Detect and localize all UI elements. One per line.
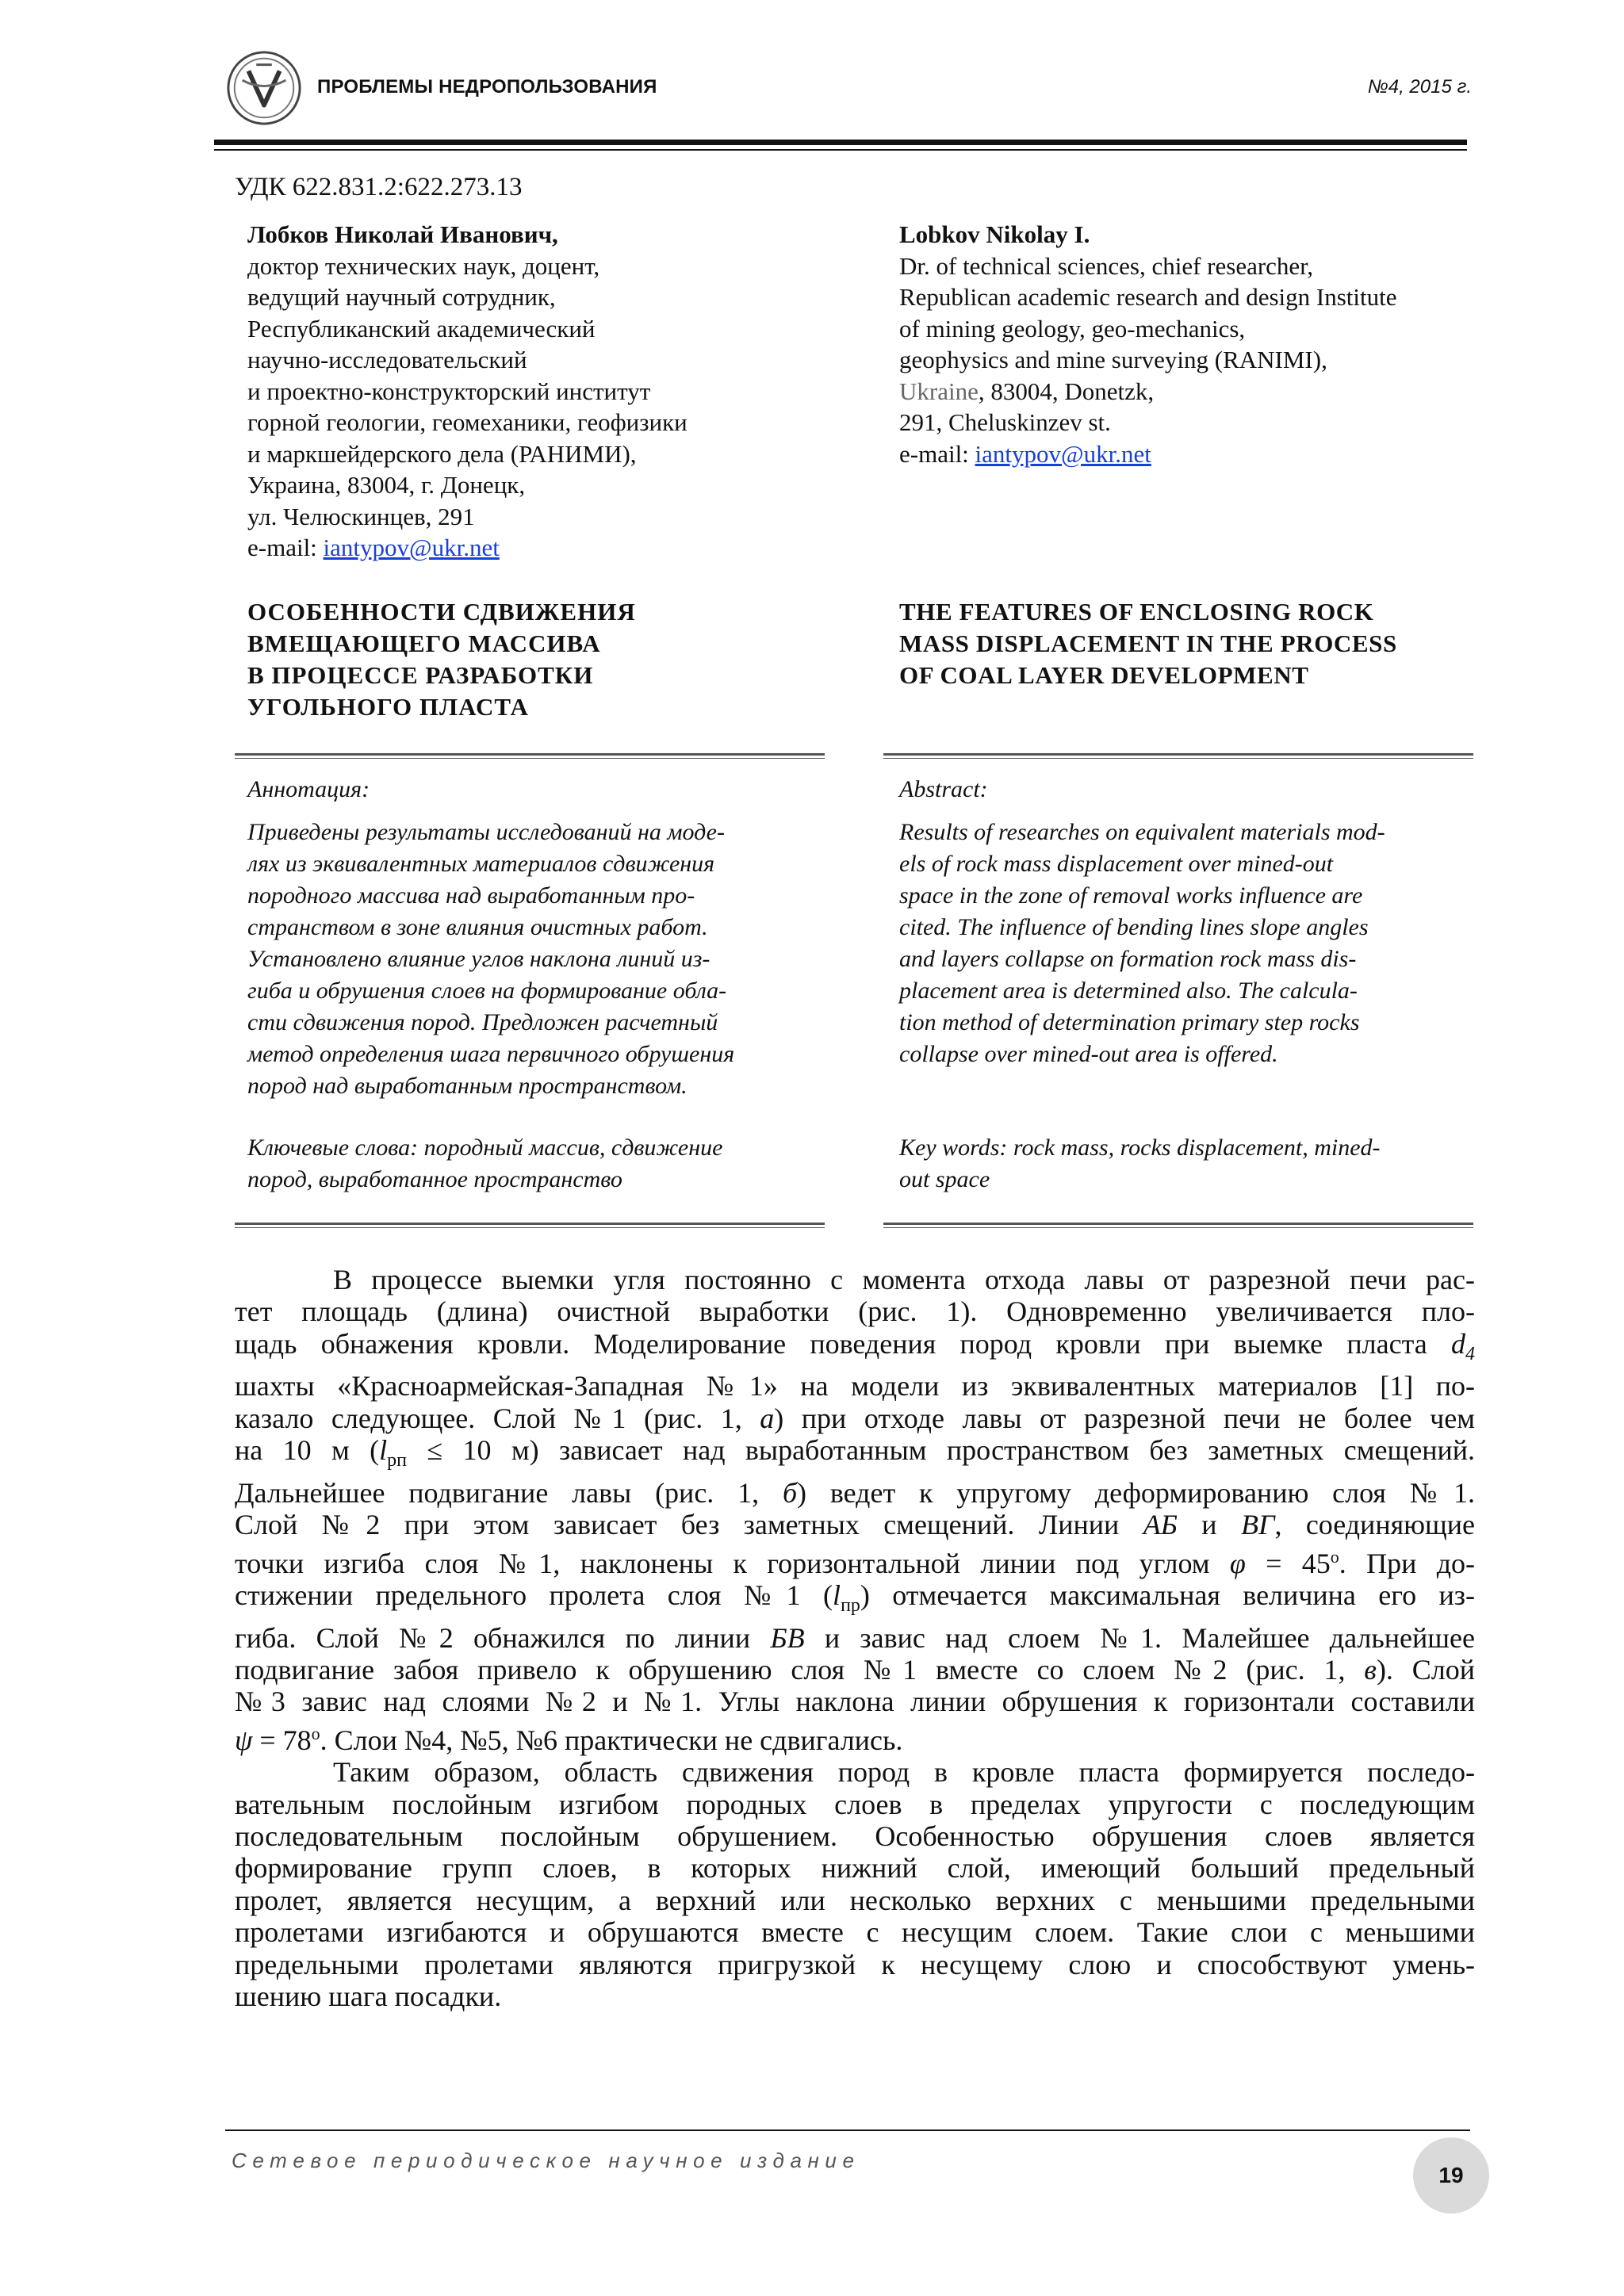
keywords-line: out space [899,1166,990,1192]
text-line: вательным послойным изгибом породных слоев в пределах упругости с последующим [235,1788,1475,1820]
author-line-ru: доктор технических наук, доцент, [247,251,600,280]
text-run: . Слои №4, №5, №6 практически не сдвигались. [320,1724,903,1756]
author-block-en [899,219,1397,469]
keywords-ru [247,1132,722,1196]
text-run: , соединяющие [1274,1509,1476,1541]
title-line: ВМЕЩАЮЩЕГО МАССИВА [247,629,601,657]
abstract-rule-bottom-en [883,1223,1473,1228]
title-line: УГОЛЬНОГО ПЛАСТА [247,693,529,721]
title-line: THE FEATURES OF ENCLOSING ROCK [899,598,1374,626]
figure-ref: б [782,1476,798,1509]
formula-sup: о [1330,1546,1339,1567]
author-line-en: Dr. of technical sciences, chief researcher, [899,251,1314,280]
formula-var: φ [1229,1547,1246,1579]
formula-var: d [1451,1327,1465,1360]
header-rule [214,140,1467,145]
author-name-en: Lobkov Nikolay I. [899,220,1090,248]
keywords-line: пород, выработанное пространство [247,1166,622,1192]
abstract-line: Приведены результаты исследований на моде- [247,819,725,845]
text-line [235,1509,1475,1540]
author-line-ru: ведущий научный сотрудник, [247,283,556,311]
text-line: шахты «Красноармейская-Западная №1» на модели из эквивалентных материалов [1] по- [235,1370,1475,1402]
abstract-line: сти сдвижения пород. Предложен расчетный [247,1009,718,1035]
author-line-ru: и проектно-конструкторский институт [247,377,651,405]
text-run: гиба. Слой №2 обнажился по линии [235,1621,771,1654]
formula-sub: пр [841,1595,860,1617]
formula-var: ψ [235,1724,253,1756]
text-run: стижении предельного пролета слоя №1 ( [235,1579,833,1612]
text-run: ) отмечается максимальная величина его из- [860,1579,1475,1612]
text-line: шению шага посадки. [235,1980,502,2013]
text-line: пролетами изгибаются и обрушаются вместе с несущим слоем. Такие слои с меньшими [235,1916,1475,1949]
footer-text: Сетевое периодическое научное издание [232,2149,860,2172]
author-line-ru: Республиканский академический [247,314,596,342]
page-number: 19 [1438,2163,1464,2187]
abstract-line: Установлено влияние углов наклона линий из- [247,946,710,972]
text-run: = 78 [252,1724,312,1756]
text-run: на 10 м ( [235,1434,380,1467]
author-line-en: of mining geology, geo-mechanics, [899,314,1246,342]
formula-var: l [833,1579,841,1612]
abstract-line: странством в зоне влияния очистных работ. [247,914,708,940]
abstract-label-ru: Аннотация: [247,776,370,802]
email-prefix: e-mail: [899,439,975,468]
abstract-label-en: Abstract: [899,776,988,802]
text-run: и завис над слоем №1. Малейшее дальнейшее [804,1621,1475,1654]
abstract-line: collapse over mined-out area is offered. [899,1041,1278,1067]
title-line: OF COAL LAYER DEVELOPMENT [899,661,1309,689]
text-line: предельными пролетами являются пригрузкой к несущему слою и способствуют умень- [235,1948,1475,1980]
formula-var: ВГ [1240,1509,1275,1541]
formula-var: АБ [1143,1509,1178,1541]
text-line: формирование групп слоев, в которых нижний слой, имеющий больший предельный [235,1852,1475,1885]
text-line: тет площадь (длина) очистной выработки (рис. 1). Одновременно увеличивается пло- [235,1295,1475,1328]
text-run: = 45 [1245,1547,1331,1579]
formula-var: l [379,1434,388,1467]
text-run: и [1177,1509,1241,1541]
author-name-ru: Лобков Николай Иванович, [247,220,558,248]
text-run: ≤ 10 м) зависает над выработанным пространством без заметных смещений. [407,1434,1476,1467]
postal-en: , 83004, Donetzk, [978,377,1155,405]
figure-ref: в [1364,1654,1377,1686]
abstract-line: пород над выработанным пространством. [247,1073,688,1099]
author-block-ru [247,219,688,564]
text-line: пролет, является несущим, а верхний или несколько верхних с меньшими предельными [235,1884,1475,1916]
text-line [235,1477,1475,1509]
article-title-en [899,596,1397,691]
country-en: Ukraine [899,377,979,405]
text-run: Дальнейшее подвигание лавы (рис. 1, [235,1476,783,1509]
text-run: Слой №2 при этом зависает без заметных смещений. Линии [235,1509,1143,1541]
formula-sub: рп [387,1450,407,1471]
abstract-line: space in the zone of removal works influence are [899,882,1363,909]
text-line: последовательным послойным обрушением. Особенностью обрушения слоев является [235,1820,1475,1853]
email-prefix: e-mail: [247,534,324,561]
issue-number: №4, 2015 г. [1367,76,1472,98]
text-run: ) при отходе лавы от разрезной печи не более чем [774,1402,1475,1434]
abstract-line: метод определения шага первичного обрушения [247,1041,735,1067]
keywords-line: Ключевые слова: породный массив, сдвижение [247,1135,723,1161]
abstract-line: cited. The influence of bending lines slope angles [899,914,1369,940]
email-link-ru[interactable]: iantypov@ukr.net [323,534,500,561]
udc-code: УДК 622.831.2:622.273.13 [235,173,523,201]
author-line-en: Republican academic research and design Institute [899,283,1397,311]
footer-rule [225,2130,1470,2131]
author-line-en: geophysics and mine surveying (RANIMI), [899,346,1327,373]
abstract-line: гиба и обрушения слоев на формирование обла- [247,978,727,1004]
abstract-rule-top-en [883,753,1473,759]
text-line: №3 завис над слоями №2 и №1. Углы наклона линии обрушения к горизонтали составили [235,1686,1475,1718]
abstract-line: лях из эквивалентных материалов сдвижения [247,851,715,877]
author-line-ru: Украина, 83004, г. Донецк, [247,471,526,499]
abstract-line: породного массива над выработанным про- [247,882,695,909]
abstract-rule-bottom-ru [235,1223,825,1228]
text-line [235,1541,1475,1579]
text-run: точки изгиба слоя №1, наклонены к горизонтальной линии под углом [235,1547,1230,1579]
formula-sub: 4 [1465,1344,1475,1364]
author-line-ru: и маркшейдерского дела (РАНИМИ), [247,439,637,468]
abstract-line: placement area is determined also. The calcula- [899,978,1358,1004]
abstract-rule-top-ru [235,753,825,759]
text-run: . При до- [1339,1547,1476,1579]
keywords-en [899,1132,1381,1196]
email-line-en [899,438,1397,470]
formula-sup: о [311,1723,320,1743]
abstract-line: els of rock mass displacement over mined-out [899,851,1334,877]
text-run: казало следующее. Слой №1 (рис. 1, [235,1402,760,1434]
title-line: ОСОБЕННОСТИ СДВИЖЕНИЯ [247,598,636,626]
abstract-text-en [899,817,1385,1070]
text-line [235,1579,1475,1622]
article-title-ru [247,596,636,723]
text-run: ). Слой [1376,1654,1476,1686]
author-line-ru: научно-исследовательский [247,346,527,373]
text-run: щадь обнажения кровли. Моделирование поведения пород кровли при выемке пласта [235,1327,1451,1360]
text-line [235,1654,1475,1686]
author-address-en [899,376,1397,408]
email-line-ru [247,532,688,564]
text-line [235,1328,1475,1371]
author-line-ru: ул. Челюскинцев, 291 [247,502,475,530]
header-rule-thin [214,149,1467,151]
abstract-text-ru [247,817,734,1102]
text-line: Таким образом, область сдвижения пород в кровле пласта формируется последо- [333,1756,1475,1789]
abstract-line: tion method of determination primary step rocks [899,1009,1360,1035]
text-line [235,1434,1475,1477]
text-run: подвигание забоя привело к обрушению слоя №1 вместе со слоем №2 (рис. 1, [235,1654,1365,1686]
text-run: ) ведет к упругому деформированию слоя №1. [797,1476,1475,1509]
formula-var: БВ [770,1621,805,1654]
journal-name: ПРОБЛЕМЫ НЕДРОПОЛЬЗОВАНИЯ [317,76,657,98]
text-line [235,1622,1475,1654]
journal-logo [225,49,303,127]
abstract-line: Results of researches on equivalent materials mod- [899,819,1385,845]
main-text [235,1264,1475,2013]
email-link-en[interactable]: iantypov@ukr.net [975,439,1151,468]
abstract-line: and layers collapse on formation rock mass dis- [899,946,1357,972]
figure-ref: а [760,1402,775,1434]
text-line [235,1718,1475,1756]
text-line: В процессе выемки угля постоянно с момента отхода лавы от разрезной печи рас- [333,1264,1475,1295]
title-line: MASS DISPLACEMENT IN THE PROCESS [899,629,1397,657]
keywords-line: Key words: rock mass, rocks displacement, mined- [899,1135,1381,1161]
text-line [235,1402,1475,1434]
author-line-ru: горной геологии, геомеханики, геофизики [247,408,688,436]
paragraph-1 [235,1264,1475,1756]
title-line: В ПРОЦЕССЕ РАЗРАБОТКИ [247,661,594,689]
paragraph-2 [235,1756,1475,2012]
author-street-en: 291, Cheluskinzev st. [899,408,1111,436]
